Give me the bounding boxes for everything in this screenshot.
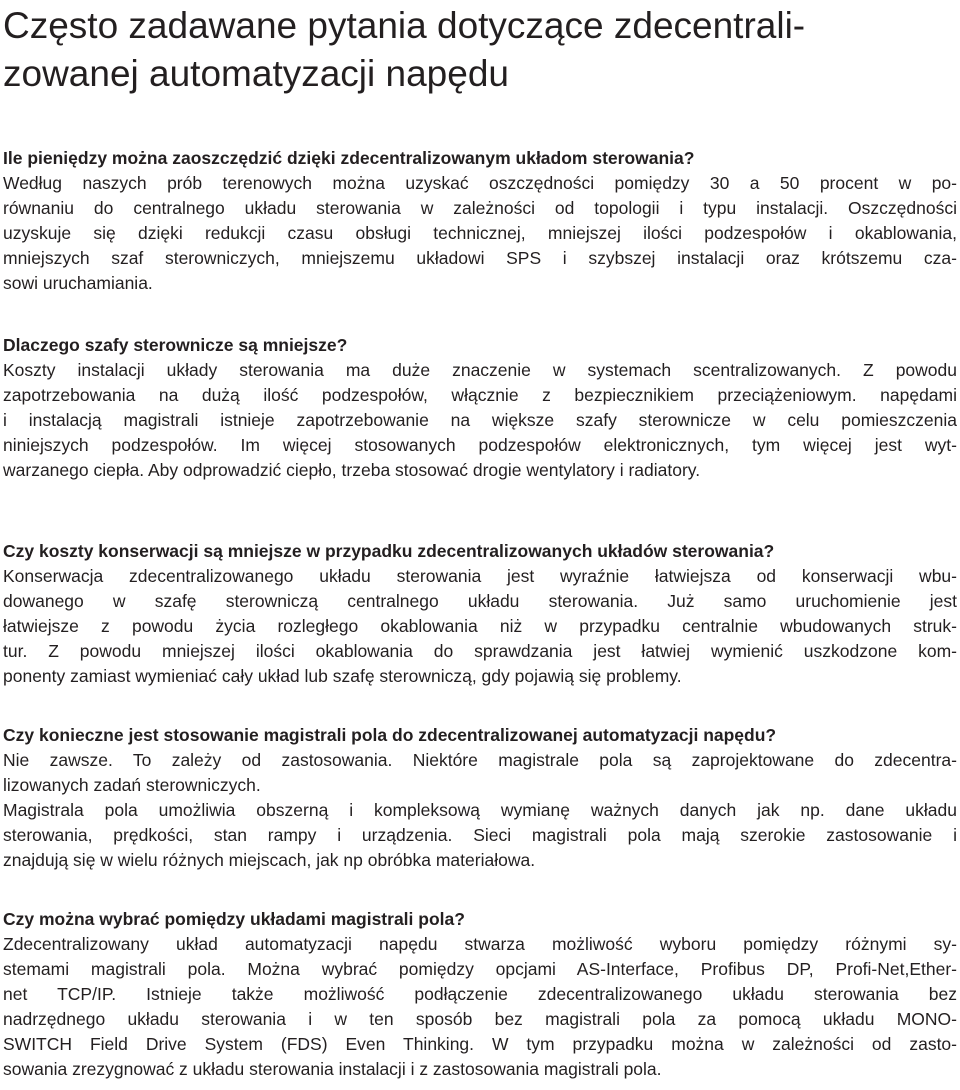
faq-answer-line: Konserwacja zdecentralizowanego układu sterowania jest wyraźnie łatwiejsza od konserwacji wbu-: [3, 566, 957, 586]
faq-answer-line: Koszty instalacji układy sterowania ma duże znaczenie w systemach scentralizowanych. Z powodu: [3, 360, 957, 380]
page-title: [3, 2, 957, 98]
faq-answer-line: znajdują się w wielu różnych miejscach, jak np obróbka materiałowa.: [3, 850, 536, 870]
faq-section-cabinets: [3, 333, 957, 483]
faq-answer-line: sterowania, prędkości, stan rampy i urządzenia. Sieci magistrali pola mają szerokie zastosowanie i: [3, 825, 957, 845]
faq-answer-line: uzyskuje się dzięki redukcji czasu obsługi technicznej, mniejszej ilości podzespołów i okablowania,: [3, 223, 957, 243]
faq-section-fieldbus-choice: [3, 907, 957, 1082]
faq-answer-line: warzanego ciepła. Aby odprowadzić ciepło, trzeba stosować drogie wentylatory i radiatory.: [3, 460, 701, 480]
faq-question: Ile pieniędzy można zaoszczędzić dzięki zdecentralizowanym układom sterowania?: [3, 148, 695, 168]
faq-answer-line: sowi uruchamiania.: [3, 273, 153, 293]
faq-answer-line: stemami magistrali pola. Można wybrać pomiędzy opcjami AS-Interface, Profibus DP, Profi-Net,Ether-: [3, 959, 957, 979]
faq-answer-line: Według naszych prób terenowych można uzyskać oszczędności pomiędzy 30 a 50 procent w po-: [3, 173, 957, 193]
document-page: [3, 0, 957, 1090]
faq-answer-line: Nie zawsze. To zależy od zastosowania. Niektóre magistrale pola są zaprojektowane do zdecentra-: [3, 750, 957, 770]
faq-answer-line: Zdecentralizowany układ automatyzacji napędu stwarza możliwość wyboru pomiędzy różnymi sy-: [3, 934, 957, 954]
faq-answer-line: i instalacją magistrali istnieje zapotrzebowanie na większe szafy sterownicze w celu pomieszczenia: [3, 410, 957, 430]
faq-answer-line: SWITCH Field Drive System (FDS) Even Thinking. W tym przypadku można w zależności od zasto-: [3, 1034, 957, 1054]
faq-answer-line: Magistrala pola umożliwia obszerną i kompleksową wymianę ważnych danych jak np. dane układu: [3, 800, 957, 820]
faq-section-savings: [3, 146, 957, 296]
faq-answer-line: mniejszych szaf sterowniczych, mniejszemu układowi SPS i szybszej instalacji oraz krótszemu cza-: [3, 248, 957, 268]
faq-answer-line: równaniu do centralnego układu sterowania w zależności od topologii i typu instalacji. Oszczędności: [3, 198, 957, 218]
faq-answer-line: dowanego w szafę sterowniczą centralnego układu sterowania. Już samo uruchomienie jest: [3, 591, 957, 611]
faq-question: Czy można wybrać pomiędzy układami magistrali pola?: [3, 909, 465, 929]
faq-answer-line: net TCP/IP. Istnieje także możliwość podłączenie zdecentralizowanego układu sterowania bez: [3, 984, 957, 1004]
page-title-line: zowanej automatyzacji napędu: [3, 53, 509, 94]
page-title-line: Często zadawane pytania dotyczące zdecentrali-: [3, 5, 806, 46]
faq-section-maintenance: [3, 539, 957, 689]
faq-answer-line: sowania zrezygnować z układu sterowania instalacji i z zastosowania magistrali pola.: [3, 1059, 662, 1079]
faq-section-fieldbus-required: [3, 723, 957, 873]
faq-answer-line: nadrzędnego układu sterowania i w ten sposób bez magistrali pola za pomocą układu MONO-: [3, 1009, 957, 1029]
faq-question: Czy koszty konserwacji są mniejsze w przypadku zdecentralizowanych układów sterowania?: [3, 541, 775, 561]
faq-answer-line: tur. Z powodu mniejszej ilości okablowania do sprawdzania jest łatwiej wymienić uszkodzone kom-: [3, 641, 957, 661]
faq-question: Dlaczego szafy sterownicze są mniejsze?: [3, 335, 348, 355]
faq-answer-line: łatwiejsze z powodu życia rozległego okablowania niż w przypadku centralnie wbudowanych struk-: [3, 616, 957, 636]
faq-answer-line: niniejszych podzespołów. Im więcej stosowanych podzespołów elektronicznych, tym więcej jest wyt-: [3, 435, 957, 455]
faq-answer-line: lizowanych zadań sterowniczych.: [3, 775, 261, 795]
faq-answer-line: ponenty zamiast wymieniać cały układ lub szafę sterowniczą, gdy pojawią się problemy.: [3, 666, 682, 686]
faq-answer-line: zapotrzebowania na dużą ilość podzespołów, włącznie z bezpiecznikiem przeciążeniowym. napędami: [3, 385, 957, 405]
faq-question: Czy konieczne jest stosowanie magistrali pola do zdecentralizowanej automatyzacji napędu?: [3, 725, 777, 745]
